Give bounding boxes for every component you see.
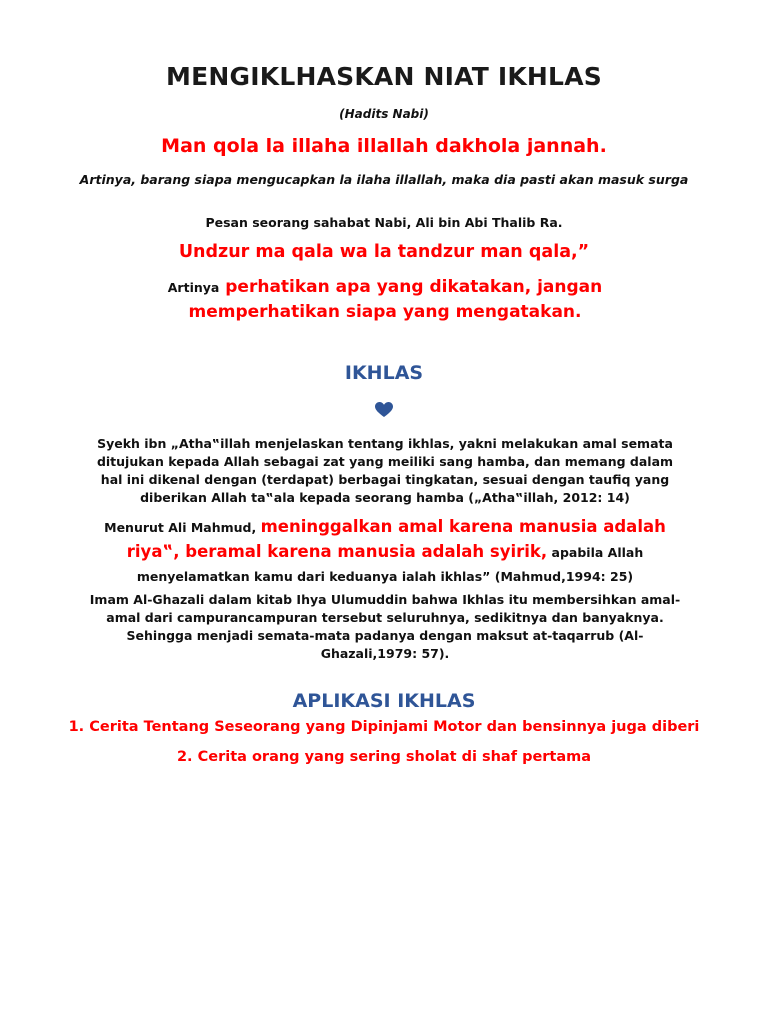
heart-icon — [375, 402, 393, 418]
ali-quote: Undzur ma qala wa la tandzur man qala,” — [178, 242, 590, 262]
ali-meaning-prefix: Artinya — [167, 280, 220, 295]
paragraph2-prefix: Menurut Ali Mahmud, — [104, 520, 257, 535]
hadith-text: Man qola la illaha illallah dakhola jannah. — [161, 135, 607, 157]
section-heading-ikhlas: IKHLAS — [344, 362, 424, 384]
ali-meaning-block — [90, 275, 680, 325]
paragraph2-suffix: apabila Allah menyelamatkan kamu dari keduanya ialah ikhlas” (Mahmud,1994: 25) — [136, 545, 644, 584]
ali-meaning-text: perhatikan apa yang dikatakan, jangan memperhatikan siapa yang mengatakan. — [188, 277, 603, 322]
pesan-line: Pesan seorang sahabat Nabi, Ali bin Abi Thalib Ra. — [205, 215, 563, 230]
application-item: 2. Cerita orang yang sering sholat di shaf pertama — [176, 749, 592, 765]
paragraph-atha-illah: Syekh ibn „Atha‟illah menjelaskan tentang ikhlas, yakni melakukan amal semata ditujukan kepada Allah sebagai zat yang meiliki sang hamba, dan memang dalam hal ini dikenal dengan (terdapat) berbagai tingkatan, sesuai dengan taufiq yang diberikan Allah ta‟ala kepada seorang hamba („Atha‟illah, 2012: 14) — [96, 436, 674, 505]
hadith-meaning: Artinya, barang siapa mengucapkan la ilaha illallah, maka dia pasti akan masuk surga — [79, 172, 689, 187]
paragraph-al-ghazali: Imam Al-Ghazali dalam kitab Ihya Ulumuddin bahwa Ikhlas itu membersihkan amal-amal dari campurancampuran tersebut seluruhnya, sedikitnya dan banyaknya. Sehingga menjadi semata-mata padanya dengan maksut at-taqarrub (Al-Ghazali,1979: 57). — [89, 592, 681, 661]
page-subtitle: (Hadits Nabi) — [339, 107, 429, 121]
paragraph2-highlight: meninggalkan amal karena manusia adalah riya‟, beramal karena manusia adalah syirik, — [126, 517, 666, 561]
section-heading-aplikasi: APLIKASI IKHLAS — [292, 690, 476, 712]
paragraph-ali-mahmud — [85, 515, 685, 589]
application-item: 1. Cerita Tentang Seseorang yang Dipinjami Motor dan bensinnya juga diberi — [68, 719, 700, 735]
page-title: MENGIKLHASKAN NIAT IKHLAS — [166, 62, 602, 91]
